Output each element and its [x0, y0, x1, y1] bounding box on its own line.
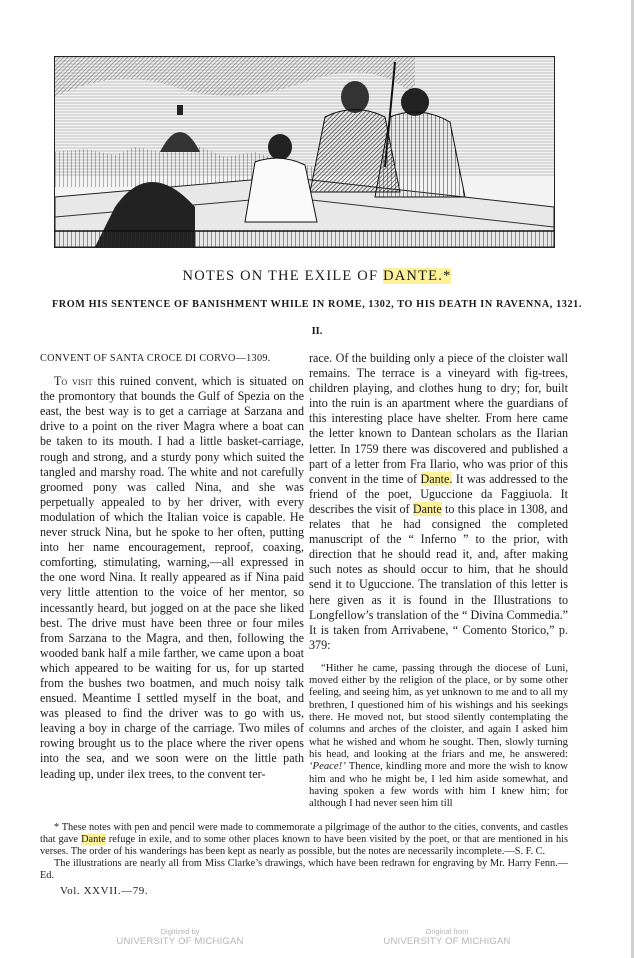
left-column-body — [40, 374, 304, 782]
footnote-highlight-dante: Dante — [81, 833, 106, 845]
quote-text-2: Thence, kindling more and more the wish to know him and who he might be, I led him aside somewhat, and having spoken a few words with him I knew him; for although I had never seen him till — [309, 760, 568, 810]
title-highlight: DANTE.* — [383, 268, 452, 284]
block-quote — [309, 662, 568, 810]
right-text-1: race. Of the building only a piece of the cloister wall remains. The terrace is a vineyard with fig-trees, children playing, and clothes hung to dry; for, built into the ruin is an apartment where the guardians of this interesting place have shelter. From here came the letter known to Dantean scholars as the Ilarian letter. In 1759 there was discovered and published a part of a letter from Fra Ilario, who was prior of this convent in the time of — [309, 351, 568, 486]
footnotes — [40, 822, 568, 882]
quote-text-1: “Hither he came, passing through the diocese of Luni, moved either by the religion of the place, or by some other feeling, and seeing him, as yet unknown to me and to all my brethren, I questioned him of his wishings and his seekings there. He moved not, but stood silently contemplating the columns and arches of the cloister, and again I asked him what he wished and whom he sought. Then, slowly turning his head, and looking at the friars and me, he answered: — [309, 661, 568, 760]
article-subtitle: FROM HIS SENTENCE OF BANISHMENT WHILE IN ROME, 1302, TO HIS DEATH IN RAVENNA, 1321. — [51, 299, 582, 310]
watermark-left-line2: UNIVERSITY OF MICHIGAN — [116, 936, 244, 947]
right-text-2: It was addressed to the friend of the poet, Uguccione da Faggiuola. It describes the visit of — [309, 471, 568, 516]
footnote-1 — [40, 822, 568, 858]
footnote-2: The illustrations are nearly all from Miss Clarke’s drawings, which have been redrawn for engraving by Mr. Harry Fenn.—Ed. — [40, 857, 568, 881]
watermark-right-line1: Original from — [425, 927, 469, 936]
watermark-original — [372, 927, 522, 947]
header-illustration — [54, 56, 555, 248]
watermark-right-line2: UNIVERSITY OF MICHIGAN — [383, 936, 511, 947]
left-body-text: this ruined convent, which is situated on the promontory that bounds the Gulf of Spezia on the east, the best way is to get a carriage at Sarzana and drive to a point on the river Magra where a boat can be taken to its mouth. I had a little basket-carriage, rough and strong, and a sturdy pony which suited the tangled and marshy road. The white and not carefully groomed pony was called Nina, and she was perpetually appealed to by her driver, with every modulation of which the Italian voice is capable. He never struck Nina, but he spoke to her often, putting into her name encouragement, reproof, coaxing, comforting, stimulating, warning,—all expressed in the one word Nina. It really appeared as if Nina paid very little attention to the voice of her mentor, so incessantly heard, but jogged on at the pace she liked best. The drive must have been three or four miles from Sarzana to the Magra, and then, following the wooded bank half a mile farther, we came upon a boat which appeared to be waiting for us, for up started from the bushes two boatmen, and much noisy talk ensued. Meantime I settled myself in the boat, and was pleased to find the driver was to go with us, leaving a boy in charge of the carriage. Two miles of rowing brought us to the place where the river opens into the sea, and we soon were on the little path leading up, under ilex trees, to the convent ter- — [40, 374, 304, 781]
article-title — [0, 268, 634, 285]
left-column — [40, 351, 304, 782]
highlight-dante-1: Dante. — [420, 471, 453, 486]
highlight-dante-2: Dante — [412, 501, 442, 516]
right-column — [309, 351, 568, 809]
section-number: II. — [311, 326, 323, 337]
watermark-left-line1: Digitized by — [160, 927, 200, 936]
section-heading: CONVENT OF SANTA CROCE DI CORVO—1309. — [40, 353, 271, 364]
right-column-body — [309, 351, 568, 653]
footnote-1-text-b: refuge in exile, and to some other places known to have been visited by the poet, or that are mentioned in his verses. The order of his wanderings has been kept as nearly as possible, but the notes are necessarily incomplete.—S. F. C. — [40, 833, 568, 857]
right-text-3: to this place in 1308, and relates that he had consigned the completed manuscript of the “ Inferno ” to the prior, with direction that he should read it, and, after making such notes as should occur to him, that he should send it to Uguccione. The translation of this letter is here given as it is found in the Illustrations to Longfellow’s translation of the “ Divina Commedia.” It is taken from Arrivabene, “ Comento Storico,” p. 379: — [309, 501, 568, 652]
quote-peace: ‘Peace!’ — [309, 760, 346, 773]
drop-lead: To visit — [54, 374, 93, 389]
volume-signature: Vol. XXVII.—79. — [60, 885, 149, 897]
title-text: NOTES ON THE EXILE OF — [182, 268, 384, 284]
watermark-digitized — [110, 927, 250, 947]
footnote-1-text-a: * These notes with pen and pencil were made to commemorate a pilgrimage of the author to the cities, convents, and castles that gave — [40, 822, 568, 845]
